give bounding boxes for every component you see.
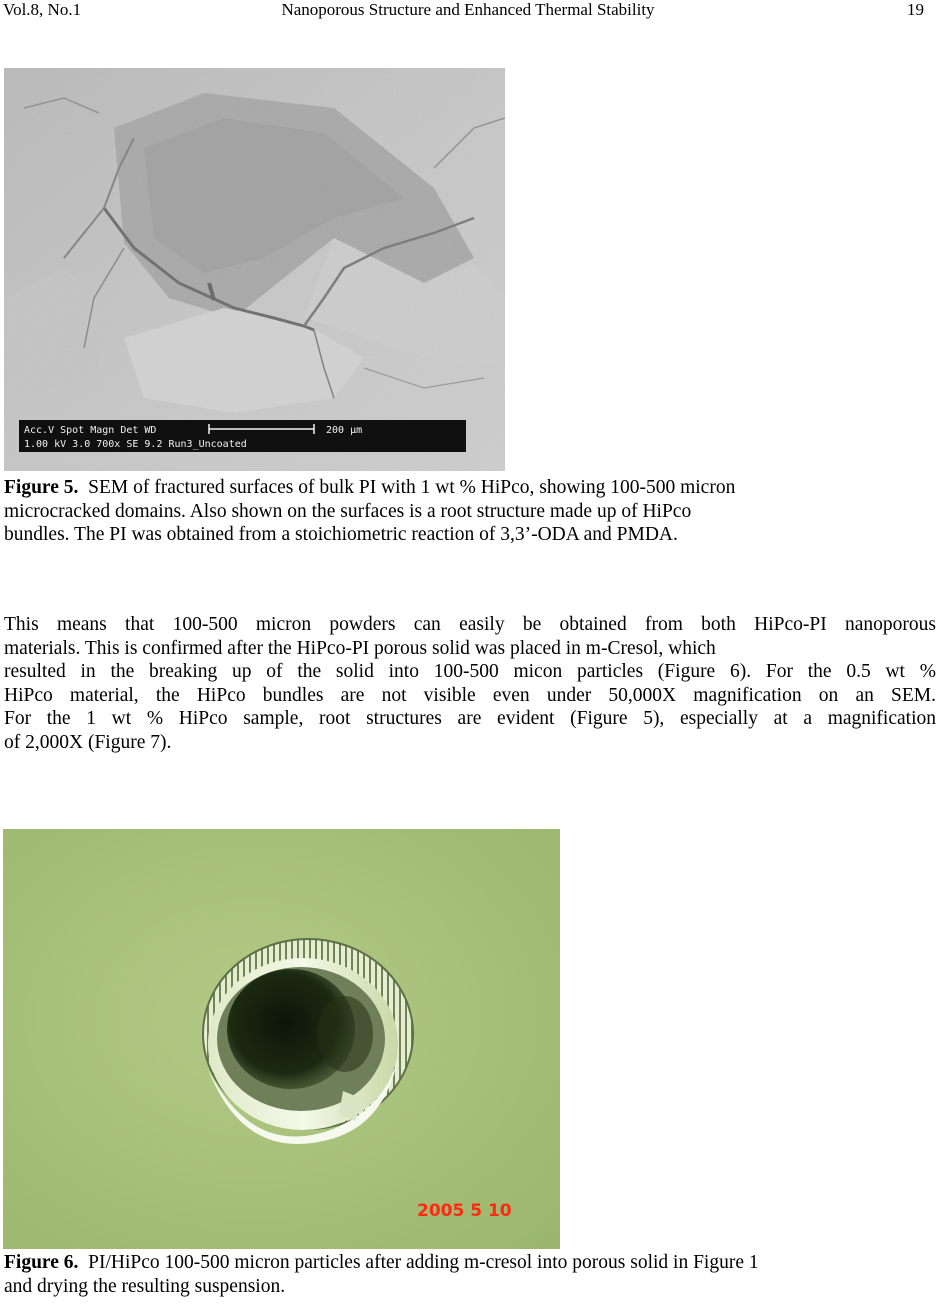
caption-line: PI/HiPco 100-500 micron particles after adding m-cresol into porous solid in Figure 1 — [88, 1252, 759, 1273]
caption-line: microcracked domains. Also shown on the surfaces is a root structure made up of HiPco — [4, 500, 692, 522]
running-title: Nanoporous Structure and Enhanced Thermal Stability — [281, 0, 655, 19]
paragraph-line: of 2,000X (Figure 7). — [4, 731, 172, 753]
caption-line: SEM of fractured surfaces of bulk PI with 1 wt % HiPco, showing 100-500 micron — [88, 477, 736, 498]
sem-databar-values: 1.00 kV 3.0 700x SE 9.2 Run3_Uncoated — [24, 439, 247, 450]
caption-line: and drying the resulting suspension. — [4, 1275, 286, 1297]
page-number: 19 — [907, 0, 924, 19]
figure-5-sem-image — [4, 68, 505, 471]
figure-6-label: Figure 6. — [4, 1252, 79, 1273]
figure-6-photo — [3, 829, 560, 1249]
figure-6-caption — [4, 1251, 936, 1298]
paragraph-line: resulted in the breaking up of the solid into 100-500 micon particles (Figure 6). For the 0.5 wt % — [4, 661, 936, 683]
paragraph-line: materials. This is confirmed after the HiPco-PI porous solid was placed in m-Cresol, which — [4, 637, 716, 659]
figure-5-label: Figure 5. — [4, 477, 79, 498]
figure-5-caption — [4, 476, 936, 547]
body-paragraph — [4, 613, 936, 755]
journal-volume: Vol.8, No.1 — [3, 0, 82, 19]
running-header — [0, 0, 936, 24]
sem-databar-labels: Acc.V Spot Magn Det WD — [24, 425, 157, 436]
sem-scale-bar-label: 200 µm — [326, 425, 363, 436]
caption-line: bundles. The PI was obtained from a stoichiometric reaction of 3,3’-ODA and PMDA. — [4, 524, 678, 546]
particle-cup-photo — [3, 829, 560, 1249]
paragraph-line: For the 1 wt % HiPco sample, root structures are evident (Figure 5), especially at a magnification — [4, 708, 936, 730]
paragraph-line: This means that 100-500 micron powders can easily be obtained from both HiPco-PI nanoporous — [4, 614, 936, 635]
sem-micrograph — [4, 68, 505, 471]
paragraph-line: HiPco material, the HiPco bundles are not visible even under 50,000X magnification on an SEM. — [4, 684, 936, 706]
photo-date-stamp: 2005 5 10 — [417, 1201, 512, 1221]
